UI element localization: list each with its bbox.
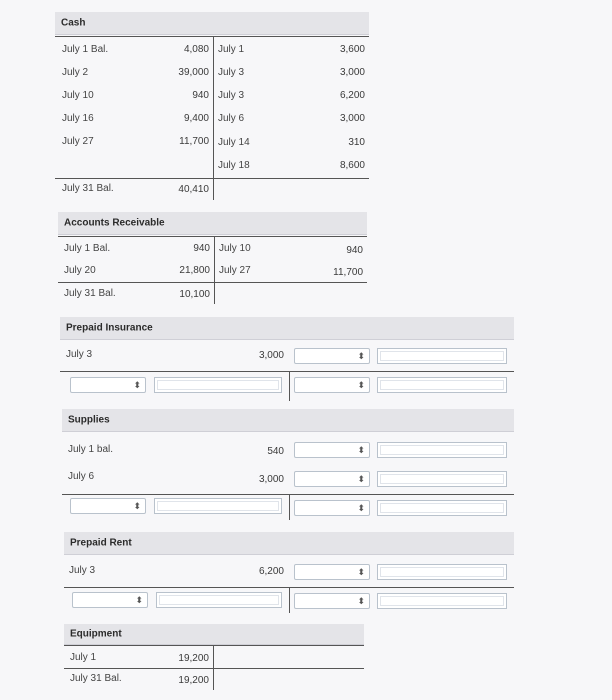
equipment-header — [64, 624, 364, 645]
supplies-t-bottom — [62, 494, 514, 495]
ar-header — [58, 212, 367, 235]
cash-balance-divider — [213, 178, 214, 200]
supplies-credit-account-select-2[interactable] — [294, 471, 370, 487]
cash-header — [55, 12, 369, 35]
cash-credit-amount: 6,200 — [339, 90, 365, 101]
cash-credit-amount: 8,600 — [339, 160, 365, 171]
chevron-updown-icon: ⬍ — [357, 351, 365, 361]
chevron-updown-icon: ⬍ — [357, 380, 365, 390]
cash-credit-label: July 1 — [218, 44, 245, 55]
supplies-balance-credit-input[interactable] — [377, 500, 507, 516]
ar-balance-label: July 31 Bal. — [64, 288, 116, 299]
cash-credit-label: July 14 — [218, 137, 250, 148]
prepaid-rent-credit-account-select-2[interactable] — [294, 593, 370, 609]
ar-credit-label: July 10 — [219, 243, 251, 254]
cash-debit-amount: 4,080 — [183, 44, 209, 55]
chevron-updown-icon: ⬍ — [135, 595, 143, 605]
supplies-row-amount: 540 — [267, 446, 284, 457]
cash-debit-label: July 10 — [62, 90, 94, 101]
prepaid-insurance-header — [60, 317, 514, 340]
cash-debit-amount: 39,000 — [178, 67, 209, 78]
prepaid-rent-balance-account-select[interactable] — [72, 592, 148, 608]
supplies-credit-account-select-3[interactable] — [294, 500, 370, 516]
supplies-title: Supplies — [68, 414, 110, 426]
prepaid-rent-row-amount: 6,200 — [258, 566, 284, 577]
prepaid-rent-balance-debit-input[interactable] — [156, 592, 282, 608]
prepaid-insurance-t-bottom — [60, 371, 514, 372]
prepaid-insurance-row-amount: 3,000 — [258, 350, 284, 361]
ar-t-bottom — [58, 282, 367, 283]
equipment-balance-amount: 19,200 — [178, 675, 209, 686]
supplies-balance-debit-input[interactable] — [154, 498, 282, 514]
prepaid-insurance-credit-account-select-1[interactable] — [294, 348, 370, 364]
cash-debit-label: July 27 — [62, 136, 94, 147]
cash-title: Cash — [61, 17, 86, 29]
prepaid-rent-balance-credit-input[interactable] — [377, 593, 507, 609]
prepaid-rent-header — [64, 532, 514, 555]
equipment-row-amount: 19,200 — [178, 653, 209, 664]
cash-credit-label: July 3 — [218, 67, 245, 78]
ar-debit-amount: 21,800 — [179, 265, 210, 276]
supplies-row-label: July 1 bal. — [68, 444, 114, 455]
prepaid-insurance-balance-debit-input[interactable] — [154, 377, 282, 393]
cash-t-divider — [213, 36, 214, 178]
cash-credit-amount: 3,000 — [339, 113, 365, 124]
equipment-t-divider — [213, 645, 214, 668]
prepaid-insurance-credit-amount-input-1[interactable] — [377, 348, 507, 364]
supplies-row-amount: 3,000 — [258, 474, 284, 485]
supplies-row-label: July 6 — [68, 471, 95, 482]
prepaid-insurance-balance-account-select[interactable] — [70, 377, 146, 393]
ar-balance-divider — [214, 282, 215, 304]
equipment-t-bottom — [64, 668, 364, 669]
ar-debit-label: July 1 Bal. — [64, 243, 111, 254]
chevron-updown-icon: ⬍ — [357, 474, 365, 484]
cash-t-top — [55, 36, 369, 37]
prepaid-rent-title: Prepaid Rent — [70, 537, 132, 549]
chevron-updown-icon: ⬍ — [133, 501, 141, 511]
cash-debit-amount: 11,700 — [179, 136, 209, 147]
chevron-updown-icon: ⬍ — [357, 596, 365, 606]
prepaid-rent-credit-account-select-1[interactable] — [294, 564, 370, 580]
prepaid-insurance-credit-account-select-2[interactable] — [294, 377, 370, 393]
prepaid-insurance-title: Prepaid Insurance — [66, 322, 153, 334]
equipment-title: Equipment — [70, 628, 122, 640]
cash-debit-amount: 9,400 — [183, 113, 209, 124]
prepaid-rent-row-label: July 3 — [69, 565, 96, 576]
cash-debit-label: July 16 — [62, 113, 94, 124]
cash-debit-label: July 2 — [62, 67, 89, 78]
equipment-balance-divider — [213, 668, 214, 690]
supplies-credit-amount-input-2[interactable] — [377, 471, 507, 487]
equipment-balance-label: July 31 Bal. — [70, 673, 122, 684]
prepaid-rent-credit-amount-input-1[interactable] — [377, 564, 507, 580]
ar-credit-amount: 940 — [346, 245, 363, 256]
supplies-credit-account-select-1[interactable] — [294, 442, 370, 458]
supplies-t-divider — [289, 494, 290, 520]
prepaid-insurance-balance-credit-input[interactable] — [377, 377, 507, 393]
cash-debit-amount: 940 — [192, 90, 209, 101]
chevron-updown-icon: ⬍ — [357, 503, 365, 513]
cash-credit-amount: 310 — [348, 137, 365, 148]
prepaid-insurance-row-label: July 3 — [66, 349, 93, 360]
cash-balance-amount: 40,410 — [178, 184, 209, 195]
cash-credit-amount: 3,000 — [339, 67, 365, 78]
chevron-updown-icon: ⬍ — [357, 567, 365, 577]
cash-debit-label: July 1 Bal. — [62, 44, 109, 55]
supplies-header — [62, 409, 514, 432]
cash-credit-label: July 6 — [218, 113, 245, 124]
equipment-row-label: July 1 — [70, 652, 97, 663]
ar-debit-label: July 20 — [64, 265, 96, 276]
chevron-updown-icon: ⬍ — [357, 445, 365, 455]
chevron-updown-icon: ⬍ — [133, 380, 141, 390]
supplies-credit-amount-input-1[interactable] — [377, 442, 507, 458]
cash-credit-amount: 3,600 — [339, 44, 365, 55]
supplies-balance-account-select[interactable] — [70, 498, 146, 514]
cash-credit-label: July 18 — [218, 160, 250, 171]
ar-title: Accounts Receivable — [64, 217, 165, 229]
ar-debit-amount: 940 — [193, 243, 210, 254]
cash-credit-label: July 3 — [218, 90, 245, 101]
equipment-t-top — [64, 645, 364, 646]
ar-credit-label: July 27 — [219, 265, 251, 276]
ar-credit-amount: 11,700 — [333, 267, 363, 278]
prepaid-rent-t-divider — [289, 587, 290, 613]
ar-t-divider — [214, 236, 215, 282]
ar-t-top — [58, 236, 367, 237]
ar-balance-amount: 10,100 — [179, 289, 210, 300]
cash-t-bottom — [55, 178, 369, 179]
prepaid-insurance-t-divider — [289, 371, 290, 401]
cash-balance-label: July 31 Bal. — [62, 183, 114, 194]
